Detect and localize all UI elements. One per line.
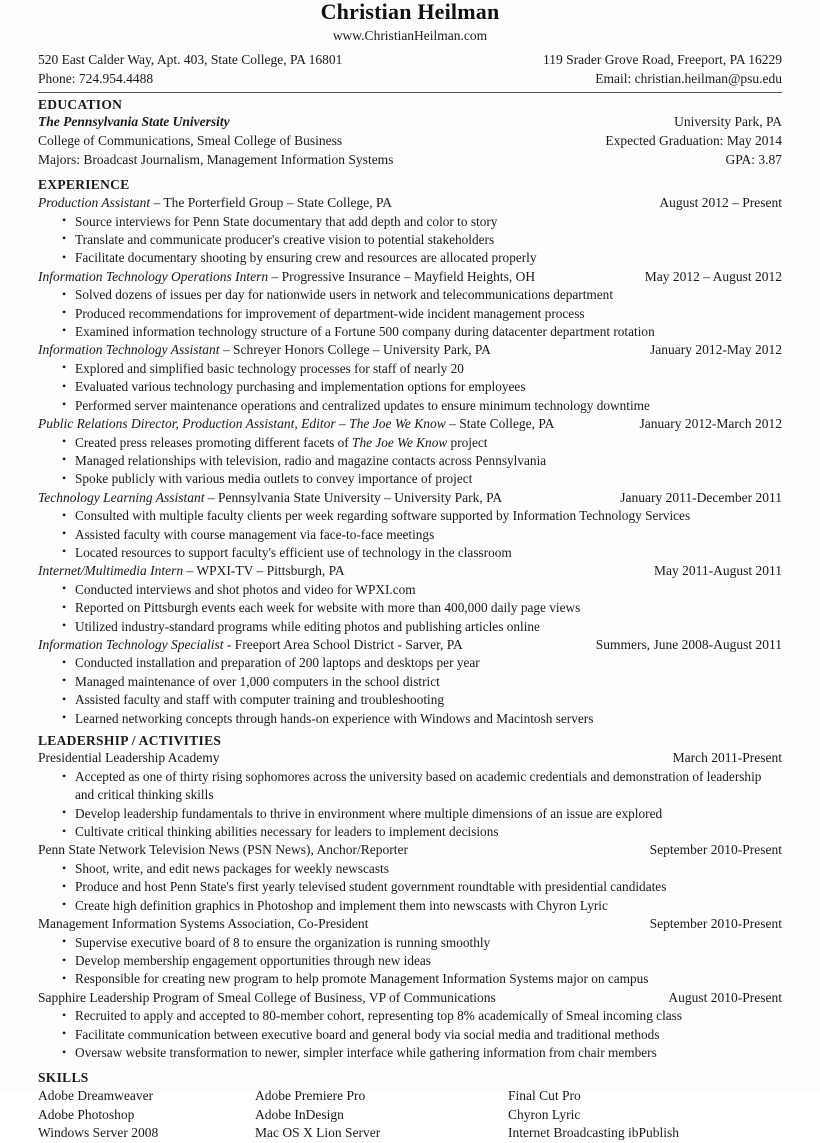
leadership-1-date: September 2010-Present xyxy=(649,842,782,858)
experience-2-bullet-list xyxy=(38,360,782,415)
experience-4-role: Technology Learning Assistant xyxy=(38,489,205,505)
skill-item: Adobe InDesign xyxy=(255,1106,344,1122)
list-item: • Source interviews for Penn State documentary that add depth and color to story xyxy=(62,213,782,231)
leadership-2-date: September 2010-Present xyxy=(649,916,782,932)
education-gpa: GPA: 3.87 xyxy=(725,151,782,167)
skill-item: Mac OS X Lion Server xyxy=(255,1125,381,1141)
section-heading-education: EDUCATION xyxy=(38,96,123,112)
experience-3-org-title: The Joe We Know xyxy=(349,415,446,431)
contact-left xyxy=(38,51,342,88)
list-item: • Produced recommendations for improvement of department-wide incident management process xyxy=(62,305,782,323)
leadership-1-title xyxy=(38,841,408,860)
leadership-1-bullet-list xyxy=(38,860,782,915)
contact-right xyxy=(543,51,782,88)
education-colleges: College of Communications, Smeal College of Business xyxy=(38,133,343,149)
list-item: • Reported on Pittsburgh events each week for website with more than 400,000 daily page views xyxy=(62,599,782,617)
experience-5-date: May 2011-August 2011 xyxy=(654,563,782,579)
experience-3-date: January 2012-March 2012 xyxy=(639,415,782,431)
experience-5-header xyxy=(38,562,782,581)
experience-3-bullet-list xyxy=(38,434,782,489)
education-entry xyxy=(38,113,782,169)
list-item: • Responsible for creating new program to help promote Management Information Systems major on campus xyxy=(62,970,782,988)
skills-section xyxy=(38,1069,782,1142)
experience-3-header xyxy=(38,415,782,434)
experience-0-bullet-list xyxy=(38,213,782,268)
address-permanent: 119 Srader Grove Road, Freeport, PA 16229 xyxy=(543,52,782,68)
leadership-0-title xyxy=(38,749,219,768)
leadership-2-bullet-list xyxy=(38,934,782,989)
leadership-3-entry xyxy=(38,989,782,1063)
experience-3-org-sep: – xyxy=(335,415,350,431)
experience-1-title xyxy=(38,268,535,287)
experience-1-role: Information Technology Operations Intern xyxy=(38,268,269,284)
list-item: • Facilitate communication between executive board and general body via social media and traditional methods xyxy=(62,1026,782,1044)
experience-4-entry xyxy=(38,489,782,563)
list-item: • Translate and communicate producer's creative vision to potential stakeholders xyxy=(62,231,782,249)
experience-3-title xyxy=(38,415,554,434)
experience-5-org: – WPXI-TV – Pittsburgh, PA xyxy=(183,563,345,579)
experience-4-date: January 2011-December 2011 xyxy=(620,489,782,505)
skill-item: Adobe Premiere Pro xyxy=(255,1087,366,1103)
list-item: • Spoke publicly with various media outlets to convey importance of project xyxy=(62,470,782,488)
experience-6-header xyxy=(38,636,782,655)
section-heading-leadership: LEADERSHIP / ACTIVITIES xyxy=(38,732,222,748)
experience-5-bullet-list xyxy=(38,581,782,636)
experience-5-title xyxy=(38,562,345,581)
list-item: • Shoot, write, and edit news packages for weekly newscasts xyxy=(62,860,782,878)
list-item: • Assisted faculty and staff with computer training and troubleshooting xyxy=(62,691,782,709)
leadership-1-header xyxy=(38,841,782,860)
leadership-2-header xyxy=(38,915,782,934)
list-item: • Managed relationships with television, radio and magazine contacts across Pennsylvania xyxy=(62,452,782,470)
skill-item: Windows Server 2008 xyxy=(38,1125,159,1141)
experience-6-org: - Freeport Area School District - Sarver, PA xyxy=(223,636,463,652)
list-item: • Located resources to support faculty's efficient use of technology in the classroom xyxy=(62,544,782,562)
experience-2-entry xyxy=(38,341,782,415)
list-item: • Solved dozens of issues per day for nationwide users in network and telecommunications department xyxy=(62,286,782,304)
experience-0-role: Production Assistant xyxy=(38,194,151,210)
experience-2-role: Information Technology Assistant xyxy=(38,342,220,358)
leadership-3-bullet-list xyxy=(38,1007,782,1062)
experience-6-entry xyxy=(38,636,782,728)
experience-0-header xyxy=(38,194,782,213)
list-item: • Managed maintenance of over 1,000 computers in the school district xyxy=(62,673,782,691)
list-item: • Facilitate documentary shooting by ensuring crew and resources are allocated properly xyxy=(62,249,782,267)
education-school: The Pennsylvania State University xyxy=(38,114,230,130)
leadership-3-role: Sapphire Leadership Program of Smeal College of Business, VP of Communications xyxy=(38,989,496,1005)
personal-website: www.ChristianHeilman.com xyxy=(332,28,488,43)
section-heading-skills: SKILLS xyxy=(38,1070,89,1086)
leadership-1-role: Penn State Network Television News (PSN News), Anchor/Reporter xyxy=(38,842,408,858)
experience-6-title xyxy=(38,636,463,655)
list-item: • Evaluated various technology purchasing and implementation options for employees xyxy=(62,378,782,396)
experience-3-org-location: – State College, PA xyxy=(445,415,555,431)
experience-1-entry xyxy=(38,268,782,342)
experience-2-org: – Schreyer Honors College – University Park, PA xyxy=(219,342,491,358)
list-item: • Create high definition graphics in Photoshop and implement them into newscasts with Chyron Lyric xyxy=(62,897,782,915)
experience-0-date: August 2012 – Present xyxy=(659,194,782,210)
email-address: Email: christian.heilman@psu.edu xyxy=(595,70,782,86)
leadership-0-header xyxy=(38,749,782,768)
skills-grid xyxy=(38,1087,782,1143)
experience-1-org: – Progressive Insurance – Mayfield Heights, OH xyxy=(268,268,536,284)
experience-0-title xyxy=(38,194,392,213)
list-item: • Develop membership engagement opportunities through new ideas xyxy=(62,952,782,970)
experience-list xyxy=(38,194,782,728)
experience-2-header xyxy=(38,341,782,360)
experience-1-bullet-list xyxy=(38,286,782,341)
skill-item: Final Cut Pro xyxy=(508,1087,581,1103)
leadership-list xyxy=(38,749,782,1062)
leadership-3-date: August 2010-Present xyxy=(668,989,782,1005)
education-location: University Park, PA xyxy=(674,114,782,130)
experience-5-role: Internet/Multimedia Intern xyxy=(38,563,184,579)
experience-0-org: – The Porterfield Group – State College, PA xyxy=(150,194,392,210)
leadership-0-bullet-list xyxy=(38,768,782,841)
section-heading-experience: EXPERIENCE xyxy=(38,177,130,193)
experience-0-entry xyxy=(38,194,782,268)
bullet-text-tail: project xyxy=(447,434,488,450)
list-item: • Cultivate critical thinking abilities necessary for leaders to implement decisions xyxy=(62,823,782,841)
list-item: • Learned networking concepts through hands-on experience with Windows and Macintosh servers xyxy=(62,710,782,728)
experience-2-title xyxy=(38,341,491,360)
skill-item: Chyron Lyric xyxy=(508,1106,581,1122)
header-divider xyxy=(38,92,782,93)
leadership-2-role: Management Information Systems Association, Co-President xyxy=(38,916,369,932)
experience-4-header xyxy=(38,489,782,508)
leadership-2-title xyxy=(38,915,368,934)
resume-header xyxy=(38,0,782,88)
list-item: • Conducted interviews and shot photos and video for WPXI.com xyxy=(62,581,782,599)
experience-6-date: Summers, June 2008-August 2011 xyxy=(595,636,782,652)
list-item: • Oversaw website transformation to newer, simpler interface while gathering information from chair members xyxy=(62,1044,782,1062)
leadership-0-role: Presidential Leadership Academy xyxy=(38,750,220,766)
education-graduation: Expected Graduation: May 2014 xyxy=(605,133,782,149)
phone-number: Phone: 724.954.4488 xyxy=(38,70,154,86)
list-item: • Conducted installation and preparation of 200 laptops and desktops per year xyxy=(62,654,782,672)
experience-6-bullet-list xyxy=(38,654,782,727)
education-majors: Majors: Broadcast Journalism, Management Information Systems xyxy=(38,151,394,167)
bullet-emphasis: The Joe We Know xyxy=(352,434,448,450)
experience-2-date: January 2012-May 2012 xyxy=(650,342,782,358)
list-item: • Examined information technology structure of a Fortune 500 company during datacenter department rotation xyxy=(62,323,782,341)
list-item: • Recruited to apply and accepted to 80-member cohort, representing top 8% academically of Smeal incoming class xyxy=(62,1007,782,1025)
list-item: • Assisted faculty with course management via face-to-face meetings xyxy=(62,526,782,544)
skill-item: Internet Broadcasting ibPublish xyxy=(508,1125,679,1141)
leadership-1-entry xyxy=(38,841,782,915)
skill-item: Adobe Dreamweaver xyxy=(38,1087,154,1103)
experience-1-header xyxy=(38,268,782,287)
leadership-3-header xyxy=(38,989,782,1008)
leadership-2-entry xyxy=(38,915,782,989)
list-item xyxy=(62,434,782,452)
experience-1-date: May 2012 – August 2012 xyxy=(644,268,782,284)
list-item: • Explored and simplified basic technology processes for staff of nearly 20 xyxy=(62,360,782,378)
list-item: • Performed server maintenance operations and centralized updates to ensure minimum technology downtime xyxy=(62,397,782,415)
experience-4-bullet-list xyxy=(38,507,782,562)
experience-6-role: Information Technology Specialist xyxy=(38,636,224,652)
experience-4-org: – Pennsylvania State University – University Park, PA xyxy=(204,489,503,505)
experience-3-role: Public Relations Director, Production Assistant, Editor xyxy=(38,415,336,431)
leadership-0-entry xyxy=(38,749,782,841)
list-item: • Utilized industry-standard programs while editing photos and publishing articles online xyxy=(62,618,782,636)
skill-item: Adobe Photoshop xyxy=(38,1106,135,1122)
page-title: Christian Heilman xyxy=(320,0,500,24)
bullet-text: Created press releases promoting different facets of xyxy=(75,434,353,450)
list-item: • Consulted with multiple faculty clients per week regarding software supported by Information Technology Services xyxy=(62,507,782,525)
leadership-3-title xyxy=(38,989,496,1008)
list-item: • Accepted as one of thirty rising sophomores across the university based on academic credentials and demonstration of leadership and critical thinking skills xyxy=(62,768,782,805)
experience-3-entry xyxy=(38,415,782,489)
leadership-0-date: March 2011-Present xyxy=(672,750,782,766)
contact-row xyxy=(38,45,782,88)
list-item: • Produce and host Penn State's first yearly televised student government roundtable with presidential candidates xyxy=(62,878,782,896)
list-item: • Develop leadership fundamentals to thrive in environment where multiple dimensions of an issue are explored xyxy=(62,805,782,823)
experience-5-entry xyxy=(38,562,782,636)
list-item: • Supervise executive board of 8 to ensure the organization is running smoothly xyxy=(62,934,782,952)
experience-4-title xyxy=(38,489,502,508)
address-local: 520 East Calder Way, Apt. 403, State College, PA 16801 xyxy=(38,52,343,68)
